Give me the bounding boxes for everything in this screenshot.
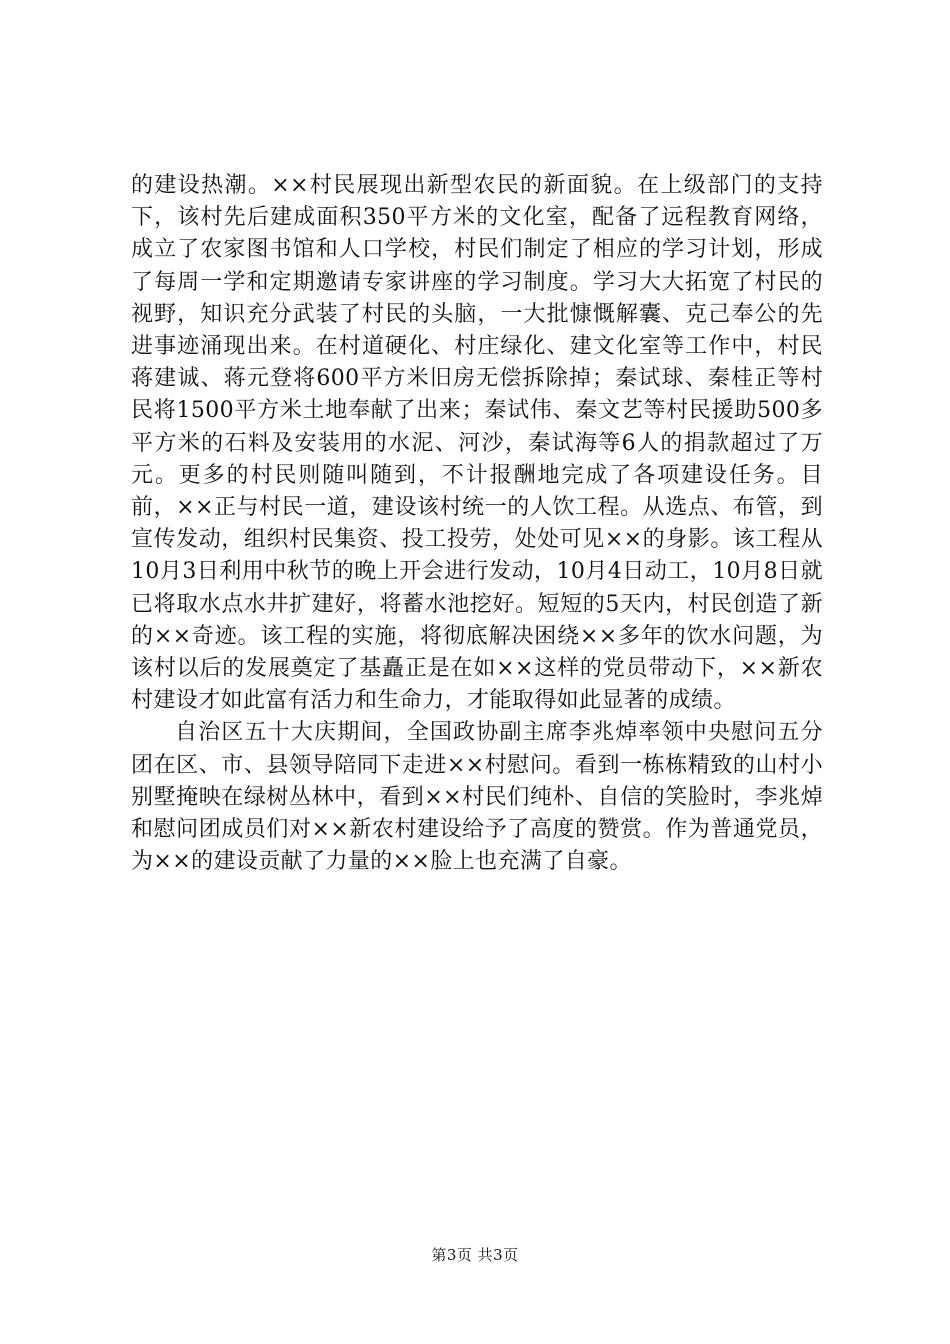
paragraph: 自治区五十大庆期间，全国政协副主席李兆焯率领中央慰问五分团在区、市、县领导陪同下走进××村慰问。看到一栋栋精致的山村小别墅掩映在绿树丛林中，看到××村民们纯朴、自信的笑脸时，李兆焯和慰问团成员们对××新农村建设给予了高度的赞赏。作为普通党员，为××的建设贡献了力量的××脸上也充满了自豪。 [131,720,823,875]
page-footer: 第3页 共3页 [431,1246,519,1264]
paragraph-continued: 的建设热潮。××村民展现出新型农民的新面貌。在上级部门的支持下，该村先后建成面积350平方米的文化室，配备了远程教育网络，成立了农家图书馆和人口学校，村民们制定了相应的学习计划，形成了每周一学和定期邀请专家讲座的学习制度。学习大大拓宽了村民的视野，知识充分武装了村民的头脑，一大批慷慨解囊、克己奉公的先进事迹涌现出来。在村道硬化、村庄绿化、建文化室等工作中，村民蒋建诚、蒋元登将600平方米旧房无偿拆除掉；秦试球、秦桂正等村民将1500平方米土地奉献了出来；秦试伟、秦文艺等村民援助500多平方米的石料及安装用的水泥、河沙，秦试海等6人的捐款超过了万元。更多的村民则随叫随到，不计报酬地完成了各项建设任务。目前，××正与村民一道，建设该村统一的人饮工程。从选点、布管，到宣传发动，组织村民集资、投工投劳，处处可见××的身影。该工程从10月3日利用中秋节的晚上开会进行发动，10月4日动工，10月8日就已将取水点水井扩建好，将蓄水池挖好。短短的5天内，村民创造了新的××奇迹。该工程的实施，将彻底解决困绕××多年的饮水问题，为该村以后的发展奠定了基矗正是在如××这样的党员带动下，××新农村建设才如此富有活力和生命力，才能取得如此显著的成绩。 [131,173,823,714]
document-body [131,170,823,878]
